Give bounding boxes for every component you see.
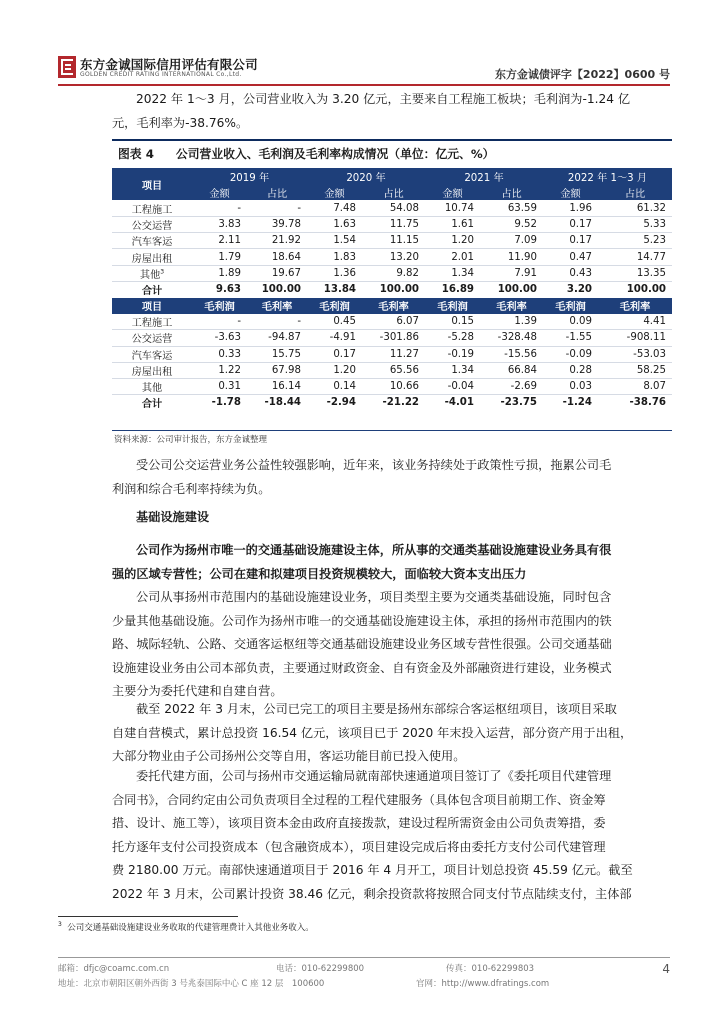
table-cell: 9.52: [480, 217, 543, 233]
text-line: 自建自营模式，累计总投资 16.54 亿元，该项目已于 2020 年末投入运营，部分资产用于出租，: [112, 725, 633, 740]
footer-address: 地址：北京市朝阳区朝外西街 3 号兆泰国际中心 C 座 12 层 100600: [58, 979, 325, 989]
table-cell: -1.55: [543, 330, 598, 346]
table-cell: 11.90: [480, 249, 543, 265]
body-paragraph: [112, 586, 672, 704]
table-cell: -1.24: [543, 395, 598, 411]
text-line: 截至 2022 年 3 月末，公司已完工的项目主要是扬州东部综合客运枢纽项目，该项目采取: [136, 702, 617, 716]
column-header-year: 2020 年: [307, 168, 425, 184]
table-cell: 1.20: [425, 233, 480, 249]
column-header-year: 2019 年: [192, 168, 307, 184]
caption-title: 公司营业收入、毛利润及毛利率构成情况（单位：亿元、%）: [175, 147, 495, 161]
page-header: [58, 52, 670, 86]
column-subheader: 占比: [247, 184, 307, 200]
table-cell: 2.11: [192, 233, 247, 249]
table-cell: 0.17: [307, 346, 362, 362]
table-cell: 21.92: [247, 233, 307, 249]
column-header-item: 项目: [112, 298, 192, 314]
table-cell: 0.14: [307, 378, 362, 394]
table-cell: 0.28: [543, 362, 598, 378]
company-name-cn: 东方金诚国际信用评估有限公司: [80, 57, 258, 72]
caption-divider: [112, 139, 672, 141]
table-cell: 14.77: [598, 249, 672, 265]
row-label-text: 公交运营: [131, 221, 173, 233]
table-cell: 6.07: [362, 314, 425, 330]
table-cell: 1.61: [425, 217, 480, 233]
table-cell: 100.00: [362, 281, 425, 297]
row-label: [112, 330, 192, 346]
table-cell: 1.63: [307, 217, 362, 233]
table-cell: 13.35: [598, 265, 672, 281]
text-line: 合同书》，合同约定由公司负责项目全过程的工程代建服务（具体包含项目前期工作、资金筹: [112, 792, 606, 807]
table-cell: -23.75: [480, 395, 543, 411]
text-line: 元，毛利率为-38.76%。: [112, 115, 249, 130]
column-subheader: 占比: [362, 184, 425, 200]
margin-section: [112, 314, 672, 411]
column-subheader: 金额: [425, 184, 480, 200]
table-cell: 1.36: [307, 265, 362, 281]
column-subheader: 占比: [598, 184, 672, 200]
table-row: [112, 346, 672, 362]
table-cell: 7.48: [307, 200, 362, 216]
row-label-text: 工程施工: [131, 204, 173, 216]
table-cell: -: [192, 200, 247, 216]
table-row: [112, 378, 672, 394]
table-cell: 1.34: [425, 265, 480, 281]
row-label: 合计: [112, 281, 192, 297]
row-label-text: 汽车客运: [131, 237, 173, 249]
table-cell: 1.83: [307, 249, 362, 265]
table-row: [112, 362, 672, 378]
row-label-text: 公交运营: [131, 334, 173, 346]
table-cell: -1.78: [192, 395, 247, 411]
table-cell: 15.75: [247, 346, 307, 362]
row-label-text: 其他: [139, 269, 161, 281]
table-cell: -53.03: [598, 346, 672, 362]
table-cell: 18.64: [247, 249, 307, 265]
table-cell: 3.20: [543, 281, 598, 297]
page-number: 4: [662, 962, 670, 976]
table-cell: 16.14: [247, 378, 307, 394]
table-cell: -0.09: [543, 346, 598, 362]
text-line: 受公司公交运营业务公益性较强影响，近年来，该业务持续处于政策性亏损，拖累公司毛: [136, 458, 612, 472]
intro-paragraph: [112, 88, 672, 135]
text-line: 大部分物业由子公司扬州公交等自用，客运功能目前已投入使用。: [112, 749, 466, 763]
table-cell: -18.44: [247, 395, 307, 411]
text-line: 主要分为委托代建和自建自营。: [112, 684, 283, 698]
table-row: [112, 233, 672, 249]
row-label: [112, 314, 192, 330]
text-line: 委托代建方面，公司与扬州市交通运输局就南部快速通道项目签订了《委托项目代建管理: [136, 769, 612, 783]
table-cell: -0.19: [425, 346, 480, 362]
report-number: 东方金诚债评字【2022】0600 号: [494, 68, 670, 81]
table-cell: 100.00: [480, 281, 543, 297]
table-cell: 1.89: [192, 265, 247, 281]
table-source: 资料来源：公司审计报告，东方金诚整理: [114, 435, 268, 445]
table-cell: 16.89: [425, 281, 480, 297]
table-total-row: [112, 281, 672, 297]
table-cell: 1.22: [192, 362, 247, 378]
footer-fax: 传真：010-62299803: [446, 964, 535, 974]
margin-header: [112, 298, 672, 314]
table-cell: 0.03: [543, 378, 598, 394]
table-cell: 0.09: [543, 314, 598, 330]
table-cell: -38.76: [598, 395, 672, 411]
table-cell: 5.23: [598, 233, 672, 249]
footnote-mark: 3: [58, 921, 62, 929]
text-line: 公司从事扬州市范围内的基础设施建设业务，项目类型主要为交通类基础设施，同时包含: [136, 590, 612, 604]
table-cell: 1.54: [307, 233, 362, 249]
table-total-row: [112, 395, 672, 411]
company-name-en: GOLDEN CREDIT RATING INTERNATIONAL Co.,Ltd.: [80, 71, 242, 78]
row-label: [112, 265, 192, 281]
table-cell: -5.28: [425, 330, 480, 346]
table-row: [112, 249, 672, 265]
table-cell: -: [192, 314, 247, 330]
table-cell: 7.91: [480, 265, 543, 281]
table-cell: 0.31: [192, 378, 247, 394]
table-cell: 0.45: [307, 314, 362, 330]
table-bottom-border: [112, 430, 672, 431]
footnote-divider: [58, 916, 238, 917]
row-label: 合计: [112, 395, 192, 411]
table-caption: [118, 145, 494, 162]
row-label: [112, 346, 192, 362]
table-cell: 58.25: [598, 362, 672, 378]
table-cell: -908.11: [598, 330, 672, 346]
table-cell: -15.56: [480, 346, 543, 362]
table-cell: 65.56: [362, 362, 425, 378]
table-cell: 0.17: [543, 217, 598, 233]
row-label: [112, 249, 192, 265]
table-cell: 0.15: [425, 314, 480, 330]
revenue-margin-table: [112, 168, 672, 411]
column-header-year: 2021 年: [425, 168, 543, 184]
table-cell: 1.34: [425, 362, 480, 378]
column-subheader: 毛利润: [543, 298, 598, 314]
text-line: 托方逐年支付公司投资成本（包含融资成本），项目建设完成后将由委托方支付公司代建管理: [112, 839, 606, 854]
table-cell: 54.08: [362, 200, 425, 216]
table-cell: 10.66: [362, 378, 425, 394]
table-cell: 13.84: [307, 281, 362, 297]
summary-paragraph: [112, 539, 672, 586]
footer-website: 官网：http://www.dfratings.com: [416, 979, 550, 989]
table-cell: 19.67: [247, 265, 307, 281]
table-cell: -94.87: [247, 330, 307, 346]
body-paragraph: [112, 765, 672, 906]
table-cell: -: [247, 314, 307, 330]
text-line: 设施建设业务由公司本部负责，主要通过财政资金、自有资金及外部融资进行建设，业务模式: [112, 660, 612, 675]
row-label-text: 工程施工: [131, 318, 173, 330]
row-label-text: 房屋出租: [131, 366, 173, 378]
column-subheader: 毛利润: [192, 298, 247, 314]
text-line: 路、城际轻轨、公路、交通客运枢纽等交通基础设施建设业务区域专营性很强。公司交通基础: [112, 637, 612, 651]
column-subheader: 金额: [543, 184, 598, 200]
table-cell: 0.17: [543, 233, 598, 249]
footer-divider: [58, 957, 670, 958]
column-subheader: 毛利率: [480, 298, 543, 314]
text-line: 利润和综合毛利率持续为负。: [112, 481, 271, 496]
table-cell: -328.48: [480, 330, 543, 346]
column-subheader: 毛利率: [362, 298, 425, 314]
table-cell: 100.00: [598, 281, 672, 297]
table-cell: 1.39: [480, 314, 543, 330]
column-subheader: 毛利润: [307, 298, 362, 314]
column-subheader: 毛利率: [598, 298, 672, 314]
table-cell: 0.43: [543, 265, 598, 281]
table-cell: 63.59: [480, 200, 543, 216]
body-paragraph: [112, 698, 672, 769]
table-cell: 2.01: [425, 249, 480, 265]
table-cell: 7.09: [480, 233, 543, 249]
revenue-section: [112, 200, 672, 297]
table-cell: 8.07: [598, 378, 672, 394]
table-cell: 13.20: [362, 249, 425, 265]
table-cell: 100.00: [247, 281, 307, 297]
header-divider: [58, 84, 670, 86]
table-cell: 11.75: [362, 217, 425, 233]
table-cell: -: [247, 200, 307, 216]
row-label-text: 其他: [141, 383, 163, 395]
table-cell: 1.20: [307, 362, 362, 378]
text-line: 强的区域专营性；公司在建和拟建项目投资规模较大，面临较大资本支出压力: [112, 566, 527, 581]
row-label-text: 汽车客运: [131, 350, 173, 362]
table-cell: 5.33: [598, 217, 672, 233]
table-cell: 0.33: [192, 346, 247, 362]
row-label: [112, 217, 192, 233]
row-label-text: 房屋出租: [131, 253, 173, 265]
table-cell: -4.91: [307, 330, 362, 346]
table-cell: -21.22: [362, 395, 425, 411]
row-label: [112, 362, 192, 378]
table-row: [112, 265, 672, 281]
table-cell: -301.86: [362, 330, 425, 346]
table-cell: 11.15: [362, 233, 425, 249]
table-cell: 1.79: [192, 249, 247, 265]
table-row: [112, 217, 672, 233]
table-cell: 9.63: [192, 281, 247, 297]
table-cell: 61.32: [598, 200, 672, 216]
row-label: [112, 378, 192, 394]
column-subheader: 金额: [307, 184, 362, 200]
footer-email: 邮箱：dfjc@coamc.com.cn: [58, 964, 170, 974]
table-cell: 1.96: [543, 200, 598, 216]
column-subheader: 毛利率: [247, 298, 307, 314]
text-line: 措、设计、施工等），该项目资本金由政府直接拨款，建设过程所需资金由公司负责筹措，委: [112, 816, 606, 830]
section-title: 基础设施建设: [136, 510, 210, 524]
row-label: [112, 233, 192, 249]
column-subheader: 毛利润: [425, 298, 480, 314]
column-header-year: 2022 年 1～3 月: [543, 168, 672, 184]
table-cell: 0.47: [543, 249, 598, 265]
table-cell: 11.27: [362, 346, 425, 362]
table-cell: 66.84: [480, 362, 543, 378]
text-line: 公司作为扬州市唯一的交通基础设施建设主体，所从事的交通类基础设施建设业务具有很: [136, 543, 612, 557]
text-line: 费 2180.00 万元。南部快速通道项目于 2016 年 4 月开工，项目计划总投资 45.59 亿元。截至: [112, 863, 633, 877]
table-cell: -4.01: [425, 395, 480, 411]
table-cell: -2.69: [480, 378, 543, 394]
company-logo-icon: [58, 56, 76, 78]
table-cell: 10.74: [425, 200, 480, 216]
table-cell: 9.82: [362, 265, 425, 281]
text-line: 2022 年 3 月末，公司累计投资 38.46 亿元，剩余投资款将按照合同支付节点陆续支付，主体部: [112, 886, 632, 901]
footnote-ref: 3: [160, 268, 165, 276]
table-row: [112, 330, 672, 346]
footnote: [58, 921, 314, 933]
table-cell: -3.63: [192, 330, 247, 346]
table-cell: -2.94: [307, 395, 362, 411]
column-subheader: 金额: [192, 184, 247, 200]
caption-label: 图表 4: [118, 147, 154, 161]
footnote-text: 公司交通基础设施建设业务收取的代建管理费计入其他业务收入。: [67, 923, 314, 933]
table-row: [112, 200, 672, 216]
table-cell: -0.04: [425, 378, 480, 394]
table-row: [112, 314, 672, 330]
table-cell: 39.78: [247, 217, 307, 233]
text-line: 少量其他基础设施。公司作为扬州市唯一的交通基础设施建设主体，承担的扬州市范围内的铁: [112, 613, 612, 628]
table-cell: 3.83: [192, 217, 247, 233]
commentary-paragraph: [112, 454, 672, 501]
table-cell: 4.41: [598, 314, 672, 330]
row-label: [112, 200, 192, 216]
column-header-item: 项目: [112, 168, 192, 200]
text-line: 2022 年 1～3 月，公司营业收入为 3.20 亿元，主要来自工程施工板块；毛利润为-1.24 亿: [136, 92, 631, 106]
column-subheader: 占比: [480, 184, 543, 200]
footer-phone: 电话：010-62299800: [276, 964, 365, 974]
table-cell: 67.98: [247, 362, 307, 378]
